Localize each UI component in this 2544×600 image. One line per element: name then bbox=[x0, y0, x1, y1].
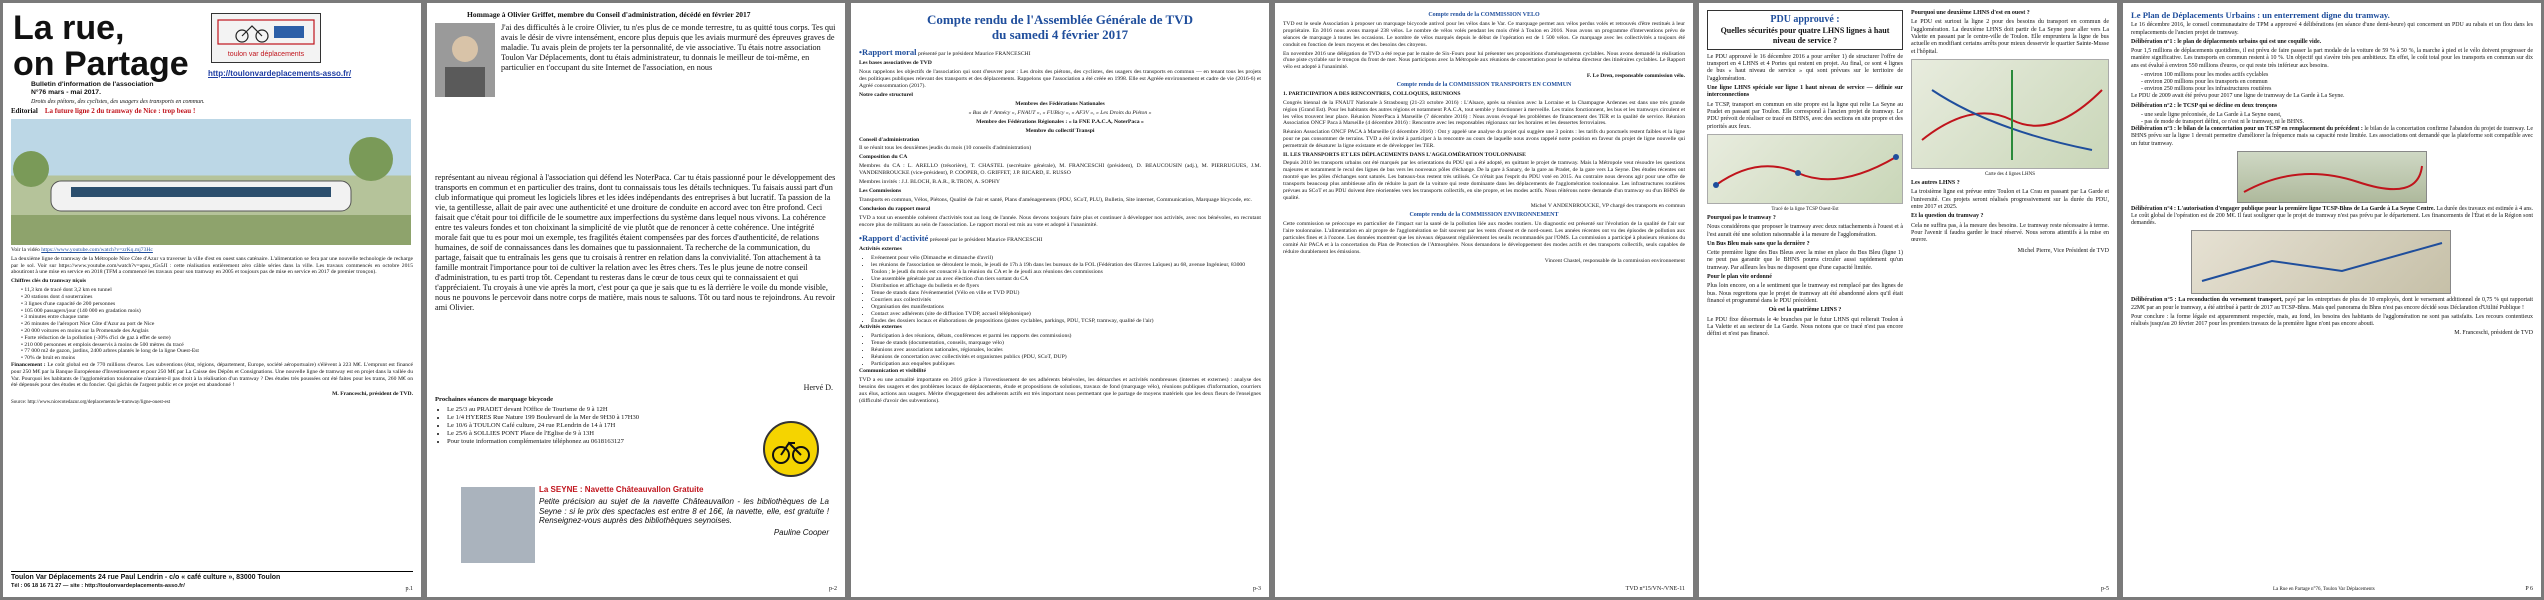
figure-item: • 20 stations dont 4 souterraines bbox=[21, 293, 93, 300]
page-3 bbox=[851, 3, 1269, 597]
lhns-map-icon bbox=[1912, 60, 2110, 170]
other-lhns-title: Les autres LHNS ? bbox=[1911, 179, 1960, 186]
line3-text: Cette première ligne des Bus Bleus avec la mise en place du Bus Bleu (ligne 1) ne peut pas garantir que le BHNS pourra circuler aussi rapidement qu'un tramway. Par ailleurs les bus ne disposent que d'une capacité limitée. bbox=[1707, 250, 1903, 271]
d3-text: le bilan de la concertation confirme l'abandon du projet de tramway. Le BHNS prévu sur la ligne 1 devrait permettre d'améliorer la fréquence mais sa capacité reste limitée. Les associations ont demandé que la plateforme soit compatible avec un futur tramway. bbox=[2131, 126, 2533, 147]
source-note: Source: http://www.nicecotedazur.org/deplacements/le-tramway/ligne-ouest-est bbox=[11, 400, 171, 406]
tcsp-route-map bbox=[2237, 151, 2427, 203]
d4-title: Délibération n°4 : L'autorisation d'engager publique pour la première ligne TCSP-Bhns de La Garde à La Seyne Centre. bbox=[2131, 205, 2436, 212]
line1-title: Une ligne LHNS spéciale sur ligne 1 haut niveau de service — définie sur interconnections bbox=[1707, 84, 1903, 99]
affil-title: Notre cadre structurel bbox=[859, 91, 914, 98]
activity-item: • les réunions de l'association se déroulent le mois, le jeudi de 17h à 19h dans les bureaux de la FOL (Fédération des Œuvres Laïques) au 68, avenue Ingénieur, 83000 Toulon ; le jeudi du mois est consacré à la réunion du CA et le 4e jeudi aux réunions des commissions bbox=[871, 262, 1261, 276]
figures-list bbox=[11, 287, 413, 362]
homage-text-continued: représentant au niveau régional à l'association qui défend les NoterPaca. Car tu étais passionné pour le développement des transports en commun et en particulier des trains, dont tu connaissais tous les détails techniques. Tu faisais aussi part d'un club informatique qui promeut les logiciels libres et les idées indépendants des entreprises à but lucratif. Ta passion de la vie, ta gentillesse, allait de pair avec une authenticité et une droiture de conduite en accord avec ton être profond. Ceci faisait que c'était pour toi difficile de le soumettre aux imperfections du système dans lequel nous vivons. La cohérence entre tes valeurs fondes et ton choixinant la simplicité de vie plutôt que de renoncer à cette cohérence. Une intégrité morale fait que tu es pour moi un exemple, tes fragilités étaient compensées par des forces d'authenticité, de relations humaines, de soif de connaissances dans les domaines que tu passionnaient. Ta recherche de la communication, du partage, faisait que tu entraînais les gens que tu croisais à rentrer en relation dans la convivialité. Ton attachement à ta famille montrait l'importance pour toi de cultiver la relation avec les êtres chers. Tes le plus jeune de notre conseil d'administration, tu es parti trop tôt. Cependant tu resteras dans le cœur de tous ceux qui te connaissaient et qui t'appréciaient. Tu croyais à une vie après la mort, c'est pour ça que je sais que tu es là derrière le voile du monde visible, nous ne pouvons le percevoir dans notre corps de matière, mais nous te saluons. Tôt ou tard nous te rejoindrons. Au revoir ami Olivier. bbox=[435, 173, 836, 312]
figure-item: • 20 000 voitures en moins sur la Promenade des Anglais bbox=[21, 327, 149, 334]
tram-illustration-icon bbox=[11, 119, 411, 245]
tc-text-2: Réunion Association ONCF PACA à Marseille (4 décembre 2016) : Ont y appelé une analyse du projet qui suggère une 3 points : les tarifs du ponctuels restent faibles et la ligne pour ne pas consommer de terrains. TVD a été invité à participer à la rencontre au cours de laquelle nous avons rappelé notre position en faveur du projet de ligne nouvelle qui permettrait de désaturer la ligne existante et de développer les TER. bbox=[1283, 129, 1685, 149]
page5-right-column bbox=[1911, 10, 2109, 258]
activity2-item: • Participation à des réunions, débats, conférences et parmi les rapports des commissions) bbox=[871, 333, 1261, 340]
affil-list: « Bus de l' Annécy », FNAUT », « FUBicy », « AF3V », « Les Droits du Piéton » bbox=[968, 109, 1152, 116]
activity-item: • Distribution et affichage du bulletin et de flyers bbox=[871, 283, 1261, 290]
tc-subheading: 1. PARTICIPATION A DES RENCONTRES, COLLOQUES, REUNIONS bbox=[1283, 91, 1461, 98]
bicycode-item: • Le 25/6 à SOLLIES PONT Place de l'Eglise de 9 à 13H bbox=[447, 430, 735, 438]
pdu-box bbox=[1707, 10, 1903, 50]
pdu-subtitle: Quelles sécurités pour quatre LHNS lignes à haut niveau de service ? bbox=[1720, 26, 1890, 45]
env-signature: Vincent Chastel, responsable de la commission environnement bbox=[1544, 257, 1685, 264]
activity-item: • Organisation des manifestations bbox=[871, 304, 1261, 311]
bicycode-item: • Le 10/6 à TOULON Café culture, 24 rue P.Lendrin de 14 à 17H bbox=[447, 422, 735, 430]
tc-agglo-heading: II. LES TRANSPORTS ET LES DÉPLACEMENTS DANS L'AGGLOMÉRATION TOULONNAISE bbox=[1283, 151, 1526, 158]
tram-question-text: Cela ne suffira pas, à la mesure des besoins. Le tramway reste nécessaire à terme. Pour l'avenir il faudra garder le tracé réservé. Nous serons attentifs à la mise en œuvre. bbox=[1911, 222, 2109, 244]
lhns-map-caption: Carte des 4 lignes LHNS bbox=[1985, 171, 2035, 177]
map-caption: Tracé de la ligne TCSP Ouest-Est bbox=[1771, 206, 1839, 212]
d1-text: Pour 1,5 millions de déplacements quotidiens, il est prévu de faire passer la part modale de la voiture de 59 % à 50 %, la marche à pied et le vélo doivent progresser de manière significative. Les transports en commun restent à 10 %. Un objectif qui s'avère très peu ambitieux. En effet, le coût total pour les transports en commun sur dix ans est évalué à environ 550 millions d'euros, ce qui reste très inférieur aux besoins. bbox=[2131, 48, 2533, 69]
video-link[interactable]: https://www.youtube.com/watch?v=zrKq.mj73Hc bbox=[41, 247, 153, 253]
second-lhns-text: Le PDU est surtout la ligne 2 pour des besoins du transport en commun de l'agglomération. La deuxième LHNS doit partir de La Seyne pour aller vers La Valette en passant par le centre-ville de Toulon. Elle empruntera la ligne de bus actuelle en modifiant certains arrêts pour mieux desservir le quartier Sainte-Musse et l'hôpital. bbox=[1911, 19, 2109, 55]
activity2-item: • Réunions avec associations nationales, régionales, locales bbox=[871, 347, 1261, 354]
figure-item: • 11,3 km de tracé dont 3,2 km en tunnel bbox=[21, 287, 112, 294]
d5-title: Délibération n°5 : La reconduction du versement transport, bbox=[2131, 297, 2283, 304]
moral-intro: présenté par le président Maurice FRANCESCHI bbox=[917, 51, 1031, 57]
page5-signature: Michel Pierre, Vice Président de TVD bbox=[2017, 248, 2109, 255]
figure-item: • 210 000 personnes et emplois desservis à moins de 500 mètres du tracé bbox=[21, 341, 184, 348]
homage-title: Hommage à Olivier Griffet, membre du Conseil d'administration, décédé en février 2017 bbox=[467, 10, 751, 19]
activity-list bbox=[859, 255, 1261, 325]
local-membership: Membre du collectif Transpi bbox=[1025, 127, 1095, 134]
env-text: Cette commission se préoccupe en particulier de l'impact sur la santé de la pollution liée aux modes routiers. Un diagnostic est présenté sur l'évolution de la qualité de l'air sur l'aire toulonnaise. L'alimentation en air propre de l'agglomération se fait souvent par les vents d'ouest et de nord-ouest. Les années récentes ont vu des épisodes de pollution aux particules fines et à l'ozone. Les données montrent que les niveaux dépassent régulièrement les seuils recommandés par l'OMS. La commission a participé à plusieurs réunions du comité Air PACA et à la concertation du Plan de Protection de l'Atmosphère. Nous demandons le développement des modes actifs et des transports collectifs, seuls capables de réduire durablement les émissions. bbox=[1283, 221, 1685, 255]
editorial-title: La future ligne 2 du tramway de Nice : trop beau ! bbox=[44, 107, 196, 115]
pdu-title: PDU approuvé : bbox=[1770, 14, 1840, 25]
activity-item: • Courriers aux collectivités bbox=[871, 297, 1261, 304]
d1-title: Délibération n°1 : le plan de déplacements urbains qui est une coquille vide. bbox=[2131, 38, 2322, 45]
association-logo bbox=[211, 13, 321, 63]
activity-item: • Tenue de stands dans l'événementiel (Vélo en ville et TVD PDU) bbox=[871, 290, 1261, 297]
logo-graphic-icon bbox=[212, 14, 320, 50]
bicycode-badge bbox=[763, 421, 819, 477]
tramway-photo bbox=[11, 119, 411, 245]
velo-text-2: En novembre 2016 une délégation de TVD a été reçue par le maire de Six-Fours pour lui présenter ses propositions d'aménagements cyclables. Nous avons demandé la réalisation d'une piste cyclable sur le tronçon du front de mer. Nous participons avec la Métropole aux réunions de concertation pour le schéma directeur des itinéraires cyclables. Le Rapport vélo est adopté à l'unanimité. bbox=[1283, 50, 1685, 71]
bicycode-list bbox=[435, 406, 735, 446]
seyne-signature: Pauline Cooper bbox=[773, 528, 829, 537]
line4-text: Plus loin encore, on a le sentiment que le tramway est remplacé par des lignes de bus. Nous regrettons que le projet de tramway ait été abandonné alors qu'il était financé et programmé dans le PDU précédent. bbox=[1707, 283, 1903, 305]
seyne-illustration bbox=[461, 487, 535, 563]
figure-item: • Forte réduction de la pollution (-30% d'ici de gaz à effet de serre) bbox=[21, 334, 171, 341]
ca-title: Composition du CA bbox=[859, 154, 908, 161]
d1-item: - environ 200 millions pour les transports en commun bbox=[2141, 78, 2268, 85]
ag-report-body bbox=[859, 47, 1261, 407]
line4-title: Pour le plan vite ordonné bbox=[1707, 274, 1772, 281]
seyne-title: La SEYNE : Navette Châteauvallon Gratuite bbox=[539, 485, 704, 494]
video-prefix: Voir la vidéo bbox=[11, 247, 40, 253]
finance-label: Financement : bbox=[11, 362, 46, 368]
affil-text: Membres des Fédérations Nationales bbox=[1015, 100, 1105, 107]
tcsp-map bbox=[1707, 134, 1903, 204]
tc-agglo-text: Depuis 2010 les transports urbains ont été marqués par les orientations du PDU qui a été adopté, en quittant le projet de tramway. Mais la Métropole veut résoudre les questions majeures et notamment le recul des lignes de bus vers les nouveaux pôles d'échange. De la gare à Sanary, de la gare au Pradet, de la gare vers La Seyne. Des études récentes ont montré que les pôles d'échanges sont saturés. Les bateaux-bus restent très utilisés. Ce n'était pas l'esprit du PDU voté en 2015. Au contraire nous devons agir pour une offre de transports beaucoup plus ambitieuse afin de réduire la part de la voiture qui reste dominante dans les déplacements de l'agglomération toulonnaise. Les infrastructures routières prévues au SCoT et au PDU doivent être réorientées vers les transports collectifs, en site propre, et les modes actifs. Nous réitérons notre demande d'un tramway ou d'un BHNS de qualité. bbox=[1283, 160, 1685, 201]
page-5 bbox=[1699, 3, 2117, 597]
line2-text: Nous considérons que proposer le tramway avec deux rattachements à l'ouest et à l'est aurait été une solution raisonnable à la mesure de l'agglomération. bbox=[1707, 224, 1903, 238]
d2-item: - une seule ligne préconisée, de La Garde à La Seyne ouest, bbox=[2141, 111, 2282, 118]
page5-left-column bbox=[1707, 10, 1903, 341]
page6-footer: La Rue en Partage n°76, Toulon Var Déplacements bbox=[2273, 586, 2375, 592]
ca-text: Membres du CA : L. ARELLO (trésorière), T. CHASTEL (secrétaire générale), M. FRANCESCHI (président), D. BEAUCOUSIN (adj.), M. PIERRUGUES, J.M. VANDENBROUCKE (vice-président), P. COOPER, O. GRIFFET, J.P. RICARD, E. RUSSO bbox=[859, 163, 1261, 177]
seyne-text: Petite précision au sujet de la navette Châteauvallon - les bibliothèques de La Seyne : si le prix des spectacles est entre 8 et 16€, la navette, elle, est gratuite ! Renseignez-vous auprès des bibliothèques seynoises. bbox=[539, 496, 829, 526]
regional-membership: Membre des Fédérations Régionales : « la FNE P.A.C.A, NoterPaca » bbox=[976, 118, 1144, 125]
pdu-article-intro: Le 16 décembre 2016, le conseil communautaire de TPM a approuvé 4 délibérations (en séance d'une demi-heure) qui concernent un PDU au rabais et un flou dans les remplacements de l'ancien projet de tramway. bbox=[2131, 22, 2533, 36]
activity-title: Activités externes bbox=[859, 245, 902, 252]
line2-title: Pourquoi pas le tramway ? bbox=[1707, 214, 1776, 221]
velo-text: TVD est le seule Association à proposer un marquage bicycode antivol pour les vélos dans le Var. Ce marquage permet aux vélos perdus volés et retrouvés d'être restitués à leur propriétaire. En 2016 nous avons marqué 238 vélos. Le nombre de vélos volés pendant les mois d'été à Toulon en 2016. Nous avons un programme d'interventions prévu de séances de marquage à toutes les occasions. Le nombre de vélos marqués depuis le début de l'opération est de 1 500 vélos. Ce marquage avec les collectivités a toujours été conduit en fonction de leurs moyens et des besoins des citoyens. bbox=[1283, 21, 1685, 48]
homage-text: J'ai des difficultés à le croire Olivier, tu n'es plus de ce monde terrestre, tu as quitté tous corps. Tes qui avais le désir de vivre intensément, encore plus depuis que les aviais murmuré des épreuves graves de maladie. Tu avais plein de projets ter la personnalité, de vie associative. Tu étais notre association Toulon Var Déplacements, dont tu étais administrateur, tu donnais le meilleur de toi-même, en particulier en t'occupant du site Internet de l'association, en nous bbox=[501, 23, 836, 72]
commissions-text: Transports en commun, Vélos, Piétons, Qualité de l'air et santé, Plans d'aménagements (PDU, SCoT, PLU), Bulletin, Site internet, Communication, Marquage bicycode, etc. bbox=[859, 197, 1252, 204]
commissions-body bbox=[1283, 10, 1685, 266]
logo-label: toulon var déplacements bbox=[227, 51, 305, 59]
fourth-lhns-title: Où est la quatrième LHNS ? bbox=[1768, 307, 1842, 314]
d3-title: Délibération n°3 : le bilan de la concertation pour un TCSP en remplacement du précédent : bbox=[2131, 126, 2363, 133]
figure-item: • 3 minutes entre chaque rame bbox=[21, 314, 89, 321]
page-2 bbox=[427, 3, 845, 597]
ag-subtitle: du samedi 4 février 2017 bbox=[991, 26, 1129, 42]
portrait-icon bbox=[435, 23, 495, 97]
commissions-title: Les Commissions bbox=[859, 188, 902, 195]
ca-honor: Membres invités : J.J. BLOCH, B.A.R., R.TRON, A. SOPHY bbox=[859, 179, 1000, 186]
tram-question-title: Et la question du tramway ? bbox=[1911, 213, 1984, 220]
page-1 bbox=[3, 3, 421, 597]
communication-text: TVD a eu une actualité importante en 2016 grâce à l'investissement de ses adhérents bénévoles, les démarches et activités nombreuses (internes et externes) : analyse des besoins des usagers et des problèmes locaux de déplacements, étude et propositions de solutions, travaux de fond (marquage vélo), réunions publiques d'information, courriers aux élus, actions aux usagers. Mérite d'engagement des adhérents actifs est très important nous permettant que le partage de moyens matériels que les deux fleurs de l'enseignes (difficulté d'avoir des subventions). bbox=[859, 377, 1261, 404]
homage-signature: Hervé D. bbox=[803, 383, 833, 392]
bicycode-item: • Pour toute information complémentaire téléphonez au 0618163127 bbox=[447, 438, 735, 446]
seyne-notice bbox=[539, 485, 829, 540]
activity2-item: • Tenue de stands (documentation, conseils, marquage vélo) bbox=[871, 340, 1261, 347]
figure-item: • 26 minutes de l'aéroport Nice Côte d'Azur au port de Nice bbox=[21, 321, 155, 328]
ag-title: Compte rendu de l'Assemblée Générale de TVD bbox=[927, 12, 1193, 27]
conseil-title: Conseil d'administration bbox=[859, 136, 920, 143]
page1-footer bbox=[11, 571, 413, 589]
route-map-icon bbox=[1708, 135, 1904, 205]
activity-item: • Une assemblée générale par an avec élection d'un tiers sortant du CA bbox=[871, 276, 1261, 283]
footer-contact: Tél : 06 18 16 71 27 — site : http://toulonvardeplacements-asso.fr/ bbox=[11, 582, 185, 589]
figure-item: • 70% de bruit en moins bbox=[21, 355, 76, 362]
page-number: p-5 bbox=[2101, 585, 2109, 592]
communication-title: Communication et visibilité bbox=[859, 368, 926, 375]
activity-intro: présenté par le président Maurice FRANCESCHI bbox=[929, 237, 1043, 244]
editorial-signature: M. Franceschi, président de TVD. bbox=[332, 391, 413, 398]
line3-title: Un Bus Bleu mais sans que la dernière ? bbox=[1707, 240, 1810, 247]
velo-heading: Compte rendu de la COMMISSION VELO bbox=[1428, 12, 1540, 18]
line1-text: Le TCSP, transport en commun en site propre est la ligne qui relie La Seyne au Pradet en passant par Toulon. Elle correspond à l'ancien projet de tramway. Le PDU prévoit de réaliser ce tracé en BHNS, avec des sections en site propre et des priorités aux feux. bbox=[1707, 101, 1903, 130]
page6-signature: M. Franceschi, président de TVD bbox=[2454, 330, 2533, 337]
d1-item: - environ 250 millions pour les infrastructures routières bbox=[2141, 86, 2272, 93]
finance-paragraph: Le coût global est de 770 millions d'euros. Les subventions (état, régions, département, Europe, société aéroportuaire) s'élèvent à 223 M€. L'emprunt est financé pour 250 M€ par la Banque Européenne d'Investissement et pour 250 M€ par La Caisse des Dépôts et Consignations. Une nouvelle ligne de tramway est en projet dans la vallée du Var. Pourquoi les habitants de l'agglomération toulonnaise n'auraient-il pas droit à la réalisation d'un tramway ? Des études très poussées ont été faites pour les trams, 260 M€ on été dépensés pour des études et du foncier. Qui gâchis de l'argent public et ce projet est abandonné ! bbox=[11, 362, 413, 389]
activity2-title: Activités externes bbox=[859, 324, 902, 331]
portrait-photo bbox=[435, 23, 495, 97]
d5-text: payé par les entreprises de plus de 10 employés, dont le versement additionnel de 0,75 % qui rapportait 22M€ par an pour le tramway, a été attribué à partir de 2017 au TCSP-Bhns. Mais quel panorama du Bhns n'est pas encore décidé sous Déclaration d'Utilité Publique ! bbox=[2131, 297, 2533, 311]
site-url-link[interactable]: http://toulonvardeplacements-asso.fr/ bbox=[208, 69, 352, 78]
bicycode-schedule bbox=[435, 396, 735, 446]
bicycle-icon bbox=[765, 423, 817, 475]
editorial-label: Editorial bbox=[11, 107, 38, 115]
page1-body bbox=[11, 247, 413, 408]
tc-heading: Compte rendu de la COMMISSION TRANSPORTS EN COMMUN bbox=[1396, 81, 1572, 88]
d2-title: Délibération n°2 : le TCSP qui se décline en deux tronçons bbox=[2131, 102, 2278, 109]
figures-title: Chiffres clés du tramway niçois bbox=[11, 278, 87, 285]
bases-text: Nous rappelons les objectifs de l'association qui sont d'œuvrer pour : Les droits des piétons, des cyclistes, des usagers des transports en commun — en tenant tous les projets des politiques publiques relevant des transports et des déplacements. Rappelons que l'association a été créée en 1998. Elle est Agréée environnement et cadre de vie (2016-6) et Agréé consommation (2017). bbox=[859, 68, 1261, 89]
page-number: p-3 bbox=[1253, 585, 1261, 592]
pdu-conclusion: Pour conclure : la forme légale est apparemment respectée, mais, au fond, les besoins des habitants de l'agglomération ne sont pas satisfaits. Les recours contentieux réalisés jusqu'au 20 février 2017 pour les premiers travaux de la première ligne n'ont pas encore abouti. bbox=[2131, 313, 2533, 327]
la-garde-map bbox=[2191, 230, 2451, 294]
page-6 bbox=[2123, 3, 2541, 597]
route-map-icon bbox=[2238, 152, 2428, 204]
tc-signature: Michel V ANDENBROUCKE, VP chargé des transports en commun bbox=[1530, 203, 1685, 210]
video-line bbox=[11, 247, 413, 254]
page-number: TVD n°15/VN-/VNE-11 bbox=[1625, 585, 1685, 592]
page-number: p-2 bbox=[829, 585, 837, 592]
area-map-icon bbox=[2192, 231, 2452, 295]
bases-title: Les bases associatives de TVD bbox=[859, 59, 932, 66]
pdu-intro: Le PDU approuvé le 16 décembre 2016 a pour arrêter 1) de structurer l'offre de transport en 4 LHNS et 4 Portes qui restent en projet. Au final, ce sont 4 lignes de bus « haut niveau de service » qui sont prévues sur le territoire de l'agglomération. bbox=[1707, 53, 1903, 82]
d1-end: Le PDU de 2009 avait été prévu pour 2017 une ligne de tramway de La Garde à La Seyne. bbox=[2131, 93, 2345, 100]
d4-text: La durée des travaux est estimée à 4 ans. Le coût global de l'opération est de 200 M€. Il faut souligner que le projet de tramway n'est pas prévu par le département. Les financements de l'État et de la Région sont demandés. bbox=[2131, 205, 2533, 227]
activity2-item: • Participation aux enquêtes publiques bbox=[871, 361, 1261, 368]
env-heading: Compte rendu de la COMMISSION ENVIRONNEMENT bbox=[1409, 212, 1559, 219]
pdu-article-title: Le Plan de Déplacements Urbains : un enterrement digne du tramway. bbox=[2131, 10, 2390, 20]
moral-label: •Rapport moral bbox=[859, 47, 917, 57]
bulletin-info: Bulletin d'information de l'association N°76 mars - mai 2017. bbox=[31, 81, 154, 97]
page-number: P 6 bbox=[2525, 585, 2533, 592]
bicycode-item: • Le 25/3 au PRADET devant l'Office de Tourisme de 9 à 12H bbox=[447, 406, 735, 414]
page-number: p.1 bbox=[405, 585, 413, 592]
activity-item: • Études des dossiers locaux et élaborations de propositions (pistes cyclables, parkings, PDU, TCSP, tramway, qualité de l'air) bbox=[871, 318, 1261, 325]
conclusion-title: Conclusion du rapport moral bbox=[859, 206, 931, 213]
pdu-article bbox=[2131, 10, 2533, 339]
d2-list bbox=[2131, 112, 2533, 126]
page-4 bbox=[1275, 3, 1693, 597]
tc-text: Congrès biennal de la FNAUT Nationale à Strasbourg (21-23 octobre 2016) : L'Alsace, après sa réunion avec la Lorraine et la Champagne Ardennes est dans une très grande région (Grand Est). Pour les habitants des autres régions et notamment P.A.C.A, tout semble y fonctionner à merveille. Les trains fonctionnent, les bus et les tramways circulent et les vélos trouvent leur place. Réunion NoterPaca à Marseille (7 décembre 2016) : Nous avons évoqué les problèmes de financement des TER et la qualité de service. Réunion Association ONCF Paca à Marseille (4 décembre 2016) : Rencontre avec les responsables régionaux sur les horaires et les dessertes ferroviaires. bbox=[1283, 99, 1685, 127]
footer-address: Toulon Var Déplacements 24 rue Paul Lendrin - c/o « café culture », 83000 Toulon bbox=[11, 574, 281, 581]
figure-item: • 105 000 passagers/jour (140 000 en gradation mois) bbox=[21, 307, 141, 314]
activity2-list bbox=[859, 333, 1261, 368]
activity-label: •Rapport d'activité bbox=[859, 233, 929, 244]
other-lhns-text: La troisième ligne est prévue entre Toulon et La Crau en passant par La Garde et l'université. Ces projets seront réalisés progressivement sur la durée du PDU, entre 2017 et 2025. bbox=[1911, 189, 2109, 210]
conclusion-text: TVD a tout un ensemble cohérent d'activités tout au long de l'année. Nous devons toujours faire plus et continuer à développer nos activités, avec nos bénévoles, en recrutant encore plus de militants au sein de l'association. Le rapport moral est mis au vote et adopté à l'unanimité. bbox=[859, 215, 1261, 229]
conseil-text: Il se réunit tous les deuxièmes jeudis du mois (10 conseils d'administration) bbox=[859, 145, 1032, 152]
bicycode-item: • Le 1/4 HYERES Rue Nature 199 Boulevard de la Mer de 9H30 à 17H30 bbox=[447, 414, 735, 422]
activity-item: • Contact avec adhérents (site de diffusion TVDP, accueil téléphonique) bbox=[871, 311, 1261, 318]
figure-item: • 77 000 m2 de gazon, jardins, 2400 arbres plantés le long de la ligne Ouest-Est bbox=[21, 348, 199, 355]
masthead-title: La rue, on Partage bbox=[13, 9, 189, 83]
activity2-item: • Réunions de concertation avec collectivités et organismes publics (PDU, SCoT, DUP) bbox=[871, 354, 1261, 361]
editorial-paragraph: La deuxième ligne de tramway de la Métropole Nice Côte d'Azur va traverser la ville d'est en ouest sans caténaire. L'alimentation se fera par une nouvelle technologie de recharge par le sol. Voir sur https://www.youtube.com/watch?v=apsu_tGs5JI : cette réalisation entièrement zéro câble séries dans la ville. Les travaux commencés en octobre 2015 aboutiront à une mise en service en 2018 (TFM a commencé les travaux pour son tramway en 2005 et toujours pas de mise en service en 2017 de premier tronçon). bbox=[11, 255, 413, 276]
d2-item: - pas de mode de transport défini, ce n'est ni le tramway, ni le BHNS. bbox=[2141, 118, 2305, 125]
fourth-lhns-text: Le PDU fixe désormais le 4e branches par le futur LHNS qui relierait Toulon à La Valette et au secteur de La Garde. Nous notons que ce tracé n'est pas encore défini et n'est pas financé. bbox=[1707, 316, 1903, 338]
editorial-heading bbox=[11, 107, 195, 116]
ag-report-title bbox=[851, 13, 1269, 43]
d1-item: - environ 100 millions pour les modes actifs cyclables bbox=[2141, 71, 2269, 78]
bicycode-title: Prochaines séances de marquage bicycode bbox=[435, 396, 554, 403]
lhns-map bbox=[1911, 59, 2109, 169]
activity-item: • Evénement pour vélo (Dimanche et dimanche d'avril) bbox=[871, 255, 1261, 262]
second-lhns-title: Pourquoi une deuxième LHNS d'est en ouest ? bbox=[1911, 10, 2030, 16]
tagline: Droits des piétons, des cyclistes, des usagers des transports en commun. bbox=[31, 99, 205, 105]
velo-signature: F. Le Dren, responsable commission vélo. bbox=[1586, 73, 1685, 79]
figure-item: • 3 lignes d'une capacité de 200 personnes bbox=[21, 300, 116, 307]
d1-list bbox=[2131, 72, 2533, 94]
